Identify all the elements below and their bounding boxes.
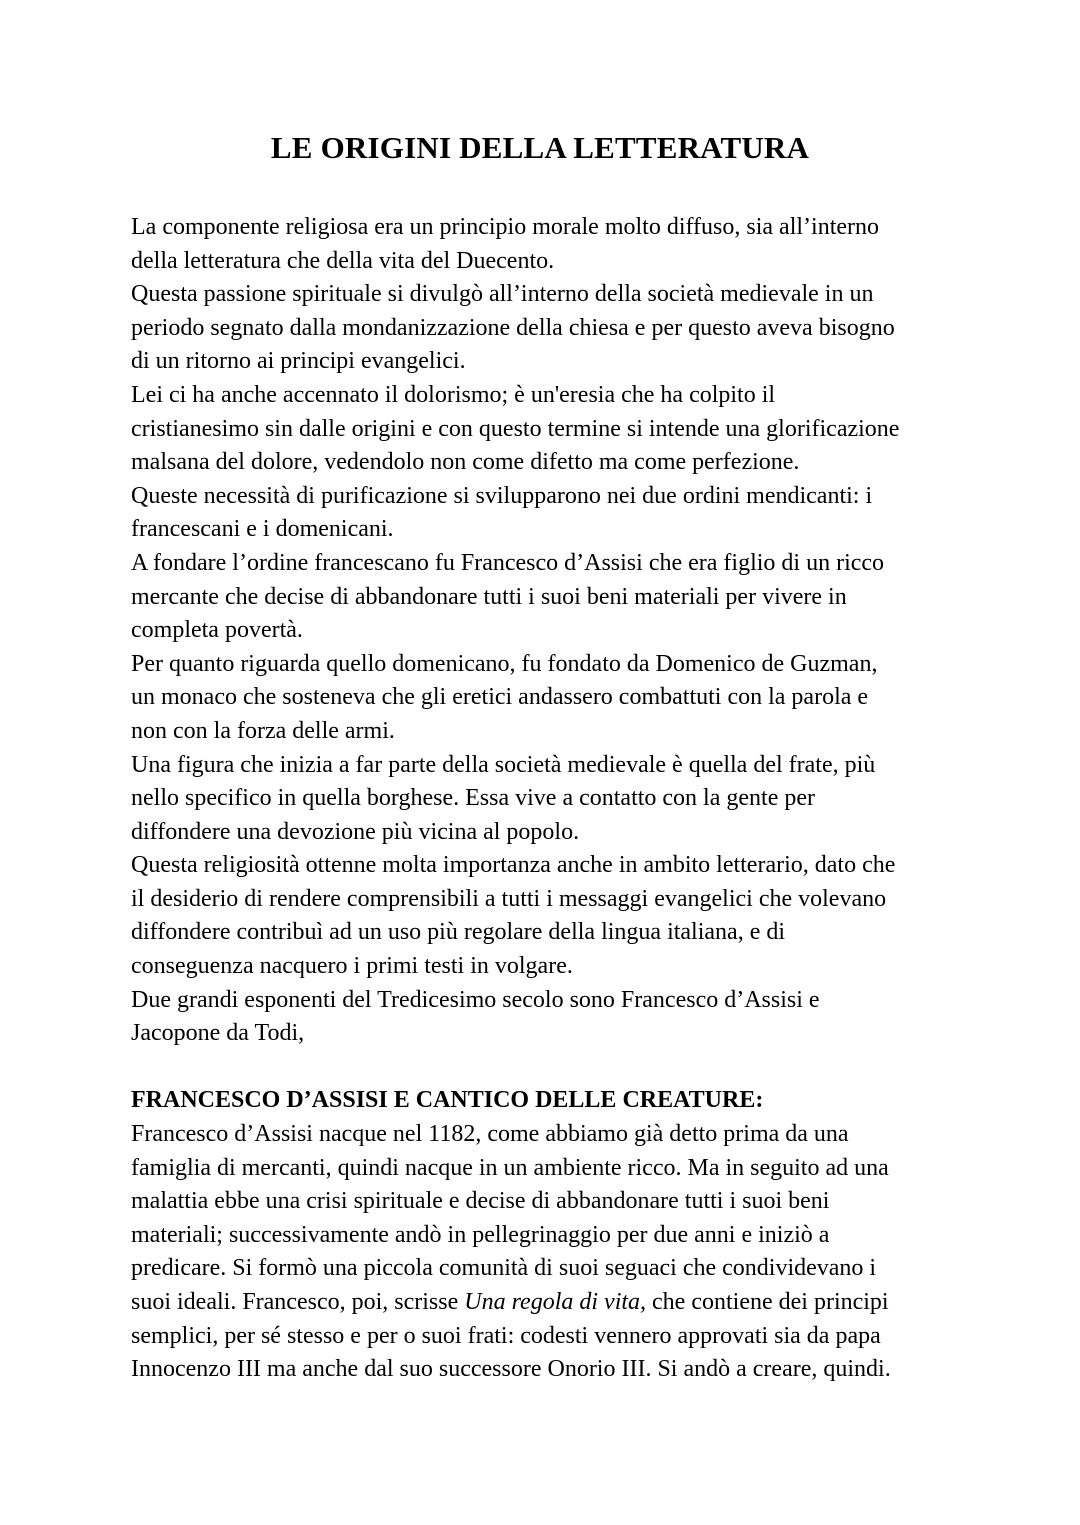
text-line: Questa religiosità ottenne molta importanza anche in ambito letterario, dato che — [131, 852, 896, 879]
text-line: della letteratura che della vita del Duecento. — [131, 247, 555, 274]
text-line: diffondere una devozione più vicina al popolo. — [131, 818, 580, 845]
text-line: un monaco che sosteneva che gli eretici andassero combattuti con la parola e — [131, 684, 869, 711]
text-line: mercante che decise di abbandonare tutti i suoi beni materiali per vivere in — [131, 583, 847, 610]
page-title: LE ORIGINI DELLA LETTERATURA — [270, 130, 810, 165]
text-line: predicare. Si formò una piccola comunità di suoi seguaci che condividevano i — [131, 1255, 877, 1282]
section-paragraph — [131, 1118, 961, 1387]
text-line: di un ritorno ai principi evangelici. — [131, 348, 466, 375]
text-segment: che contiene dei principi — [646, 1289, 889, 1315]
text-line: francescani e i domenicani. — [131, 516, 394, 543]
text-line: Una figura che inizia a far parte della società medievale è quella del frate, più — [131, 751, 876, 778]
text-line: A fondare l’ordine francescano fu Francesco d’Assisi che era figlio di un ricco — [131, 549, 885, 576]
body-text — [131, 211, 961, 1387]
text-line: famiglia di mercanti, quindi nacque in un ambiente ricco. Ma in seguito ad una — [131, 1154, 889, 1181]
paragraph-gap — [131, 1051, 961, 1085]
text-line: Queste necessità di purificazione si svilupparono nei due ordini mendicanti: i — [131, 482, 873, 509]
text-line: Innocenzo III ma anche dal suo successore Onorio III. Si andò a creare, quindi. — [131, 1356, 891, 1383]
intro-paragraphs — [131, 211, 961, 1051]
text-line: Lei ci ha anche accennato il dolorismo; è un'eresia che ha colpito il — [131, 381, 776, 408]
text-line: periodo segnato dalla mondanizzazione della chiesa e per questo aveva bisogno — [131, 314, 895, 341]
text-line-with-italic — [131, 1286, 961, 1320]
text-line: La componente religiosa era un principio morale molto diffuso, sia all’interno — [131, 214, 880, 240]
text-line: materiali; successivamente andò in pellegrinaggio per due anni e iniziò a — [131, 1221, 830, 1248]
text-line: nello specifico in quella borghese. Essa vive a contatto con la gente per — [131, 785, 815, 812]
text-line: completa povertà. — [131, 617, 303, 644]
text-line: malattia ebbe una crisi spirituale e decise di abbandonare tutti i suoi beni — [131, 1188, 830, 1215]
text-line: malsana del dolore, vedendolo non come difetto ma come perfezione. — [131, 449, 800, 476]
section-heading: FRANCESCO D’ASSISI E CANTICO DELLE CREATURE: — [131, 1087, 764, 1114]
text-line: Jacopone da Todi, — [131, 1020, 305, 1047]
text-line: semplici, per sé stesso e per o suoi frati: codesti vennero approvati sia da papa — [131, 1322, 881, 1349]
text-line: Due grandi esponenti del Tredicesimo secolo sono Francesco d’Assisi e — [131, 986, 820, 1013]
text-line: diffondere contribuì ad un uso più regolare della lingua italiana, e di — [131, 919, 786, 946]
italic-title: Una regola di vita, — [464, 1289, 647, 1315]
text-line: non con la forza delle armi. — [131, 717, 395, 744]
text-segment: suoi ideali. Francesco, poi, scrisse — [131, 1289, 465, 1315]
text-line: il desiderio di rendere comprensibili a tutti i messaggi evangelici che volevano — [131, 885, 887, 912]
text-line: Per quanto riguarda quello domenicano, fu fondato da Domenico de Guzman, — [131, 650, 878, 677]
text-line: conseguenza nacquero i primi testi in volgare. — [131, 953, 573, 980]
text-line: cristianesimo sin dalle origini e con questo termine si intende una glorificazione — [131, 415, 900, 442]
text-line: Francesco d’Assisi nacque nel 1182, come abbiamo già detto prima da una — [131, 1121, 849, 1148]
text-line: Questa passione spirituale si divulgò all’interno della società medievale in un — [131, 281, 874, 308]
